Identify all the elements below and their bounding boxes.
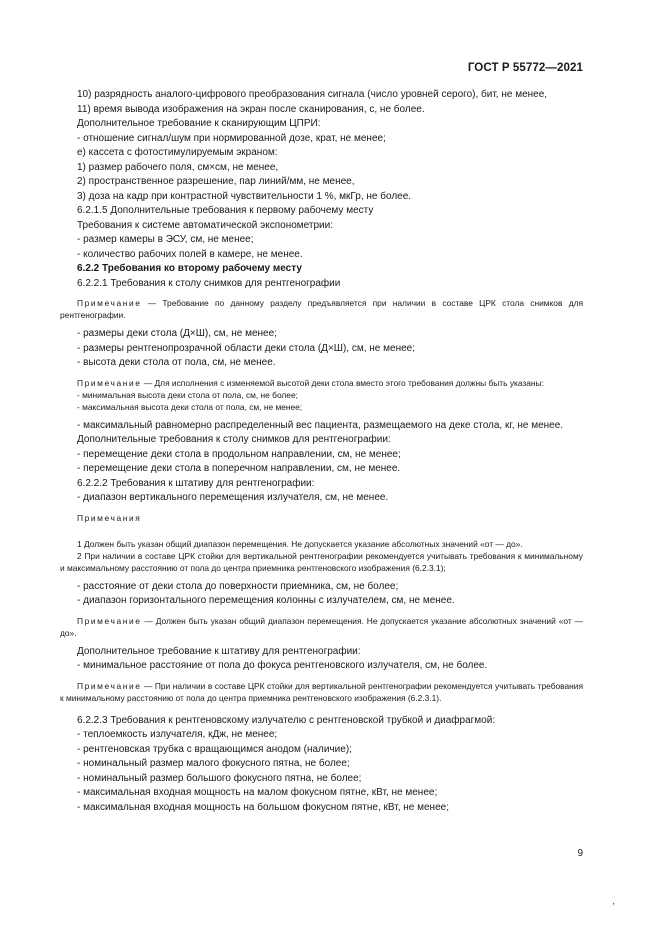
note-item: 2 При наличии в составе ЦРК стойки для вертикальной рентгенографии рекомендуется учитывать требования к минимальному и максимальному расстоянию от пола до центра приемника рентгеновского изображения (6.2.3.1); (60, 550, 583, 573)
list-item: - перемещение деки стола в поперечном направлении, см, не менее. (77, 463, 401, 474)
text-line: Дополнительное требование к сканирующим ЦПРИ: (77, 118, 321, 129)
note-text: — Должен быть указан общий диапазон перемещения. Не допускается указание абсолютных значений «от — до». (60, 615, 583, 638)
list-item: - максимальный равномерно распределенный вес пациента, размещаемого на деке стола, кг, не менее. (77, 419, 564, 431)
note-item: - минимальная высота деки стола от пола, см, не более; (77, 389, 298, 400)
list-item: - диапазон вертикального перемещения излучателя, см, не менее. (77, 492, 389, 503)
list-item: - рентгеновская трубка с вращающимся анодом (наличие); (77, 743, 352, 755)
section-heading: 6.2.2.2 Требования к штативу для рентгенографии: (77, 477, 315, 489)
list-item: - номинальный размер малого фокусного пятна, не более; (77, 758, 350, 769)
note-label: Примечание (77, 680, 142, 691)
text-line: Требования к системе автоматической экспонометрии: (77, 219, 333, 231)
text-line: Дополнительное требование к штативу для рентгенографии: (77, 645, 361, 657)
list-item: - перемещение деки стола в продольном направлении, см, не менее; (77, 448, 401, 460)
list-item: - высота деки стола от пола, см, не менее. (77, 357, 276, 368)
notes-label-text: Примечания (77, 512, 142, 523)
note-text: — Для исполнения с изменяемой высотой деки стола вместо этого требования должны быть указаны: (141, 377, 544, 388)
list-item: - расстояние от деки стола до поверхности приемника, см, не более; (77, 580, 399, 592)
list-item: - теплоемкость излучателя, кДж, не менее; (77, 729, 278, 740)
list-item: - размеры рентгенопрозрачной области деки стола (Д×Ш), см, не менее; (77, 342, 415, 354)
notes-label (60, 512, 583, 524)
section-heading: 6.2.2.1 Требования к столу снимков для рентгенографии (77, 277, 341, 289)
text-line: Дополнительные требования к столу снимков для рентгенографии: (77, 434, 391, 445)
page-number: 9 (577, 848, 583, 859)
text-line: - количество рабочих полей в камере, не менее. (77, 248, 303, 260)
note-item: 1 Должен быть указан общий диапазон перемещения. Не допускается указание абсолютных значений «от — до». (77, 538, 523, 549)
note-text: — Требование по данному разделу предъявляется при наличии в составе ЦРК стола снимков для рентгенографии. (60, 298, 583, 320)
section-heading: 6.2.2.3 Требования к рентгеновскому излучателю с рентгеновской трубкой и диафрагмой: (77, 714, 496, 726)
text-line: е) кассета с фотостимулируемым экраном: (77, 147, 278, 158)
section-heading: 6.2.2 Требования ко второму рабочему месту (77, 263, 302, 274)
note (60, 377, 583, 389)
text-line: 3) доза на кадр при контрастной чувствительности 1 %, мкГр, не более. (77, 190, 412, 202)
text-line: 10) разрядность аналого-цифрового преобразования сигнала (число уровней серого), бит, не менее, (77, 89, 548, 100)
text-line: 11) время вывода изображения на экран после сканирования, с, не более. (77, 103, 425, 115)
note-item: - максимальная высота деки стола от пола, см, не менее; (77, 401, 303, 412)
corner-mark: , (612, 896, 615, 907)
list-item: - размеры деки стола (Д×Ш), см, не менее; (77, 328, 277, 339)
section-heading: 6.2.1.5 Дополнительные требования к первому рабочему месту (77, 205, 374, 216)
note-label: Примечание (77, 615, 142, 626)
list-item: - номинальный размер большого фокусного пятна, не более; (77, 772, 362, 784)
text-line: 2) пространственное разрешение, пар линий/мм, не менее, (77, 176, 355, 187)
list-item: - максимальная входная мощность на малом фокусном пятне, кВт, не менее; (77, 787, 438, 798)
list-item: - диапазон горизонтального перемещения колонны с излучателем, см, не менее. (77, 595, 455, 606)
text-line: - отношение сигнал/шум при нормированной дозе, крат, не менее; (77, 132, 386, 144)
document-body (60, 88, 583, 815)
text-line: 1) размер рабочего поля, см×см, не менее, (77, 161, 279, 173)
note (60, 680, 583, 704)
note-label: Примечание (77, 298, 142, 308)
standard-header: ГОСТ Р 55772—2021 (467, 62, 583, 74)
list-item: - минимальное расстояние от пола до фокуса рентгеновского излучателя, см, не более. (77, 660, 488, 671)
note-label: Примечание (77, 377, 142, 388)
note (60, 297, 583, 321)
text-line: - размер камеры в ЭСУ, см, не менее; (77, 234, 254, 245)
note (60, 615, 583, 639)
list-item: - максимальная входная мощность на большом фокусном пятне, кВт, не менее; (77, 801, 449, 813)
note-text: — При наличии в составе ЦРК стойки для вертикальной рентгенографии рекомендуется учитывать требования к минимальному расстоянию от пола до центра приемника рентгеновского изображения (6.2.3.1). (60, 680, 583, 703)
